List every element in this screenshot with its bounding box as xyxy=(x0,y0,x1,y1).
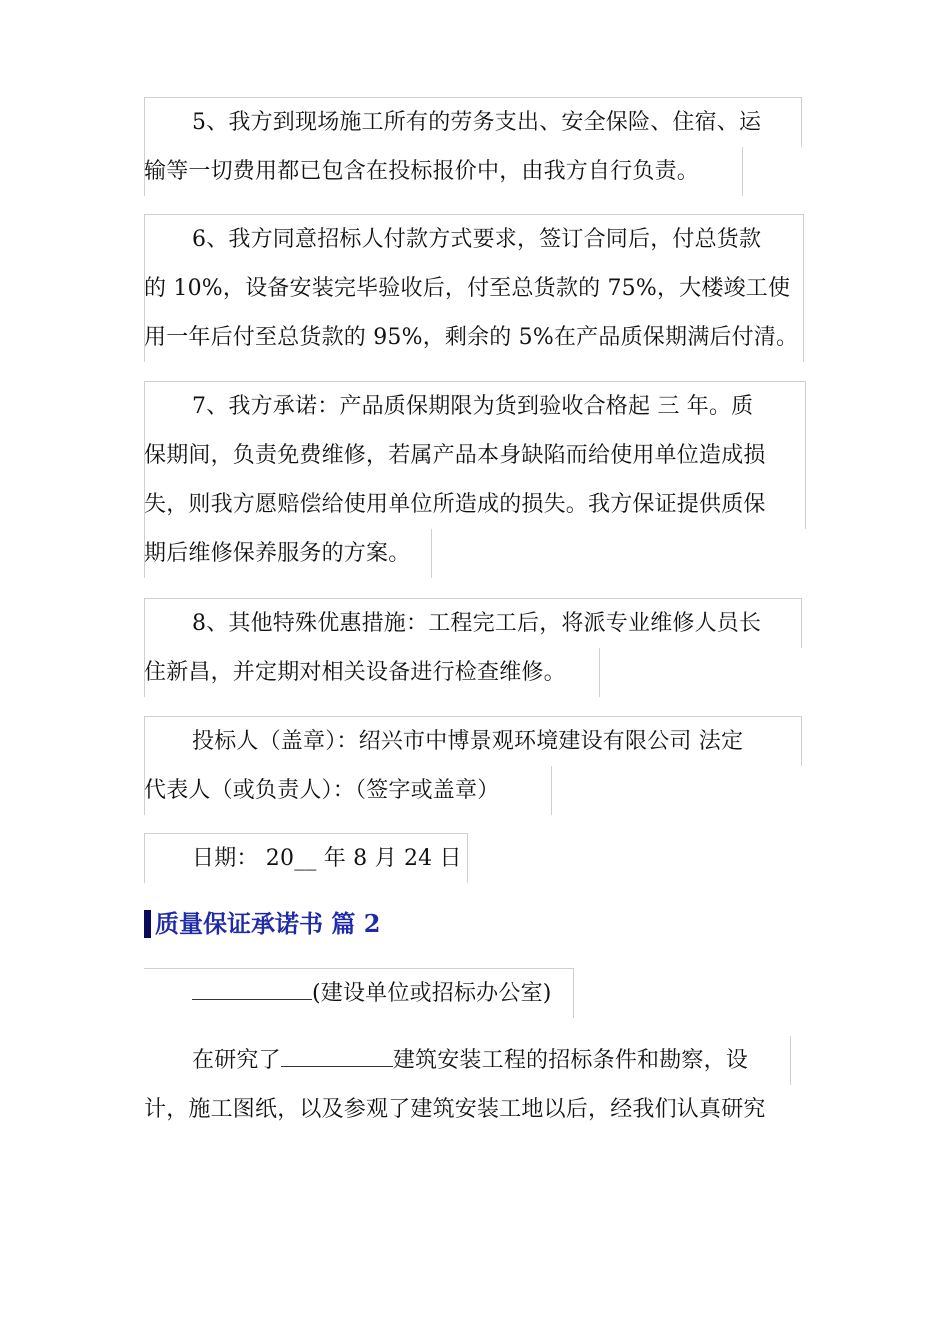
blank-field xyxy=(281,1050,393,1067)
date-line: 日期： 20__ 年 8 月 24 日 xyxy=(192,846,462,871)
section2-paragraph xyxy=(144,1036,812,1134)
text-line: 输等一切费用都已包含在投标报价中，由我方自行负责。 xyxy=(144,159,700,184)
paragraph-item-6 xyxy=(144,214,804,362)
addressee-text: (建设单位或招标办公室) xyxy=(312,981,552,1006)
text-line: 保期间，负责免费维修，若属产品本身缺陷而给使用单位造成损 xyxy=(144,443,766,468)
text-line: 7、我方承诺：产品质保期限为货到验收合格起 三 年。质 xyxy=(192,394,754,419)
text-line: 期后维修保养服务的方案。 xyxy=(144,541,411,566)
text-line: 计，施工图纸，以及参观了建筑安装工地以后，经我们认真研究 xyxy=(144,1097,766,1122)
text-line: 用一年后付至总货款的 95%，剩余的 5%在产品质保期满后付清。 xyxy=(144,325,799,350)
heading-marker xyxy=(144,910,151,938)
box-border-end xyxy=(551,766,552,815)
text-line: 投标人（盖章）：绍兴市中博景观环境建设有限公司 法定 xyxy=(192,729,744,754)
text-line: 失，则我方愿赔偿给使用单位所造成的损失。我方保证提供质保 xyxy=(144,492,766,517)
text-line: 代表人（或负责人）：（签字或盖章） xyxy=(144,778,500,803)
date-block xyxy=(144,833,468,883)
box-border-end xyxy=(599,648,600,697)
paragraph-item-7 xyxy=(144,381,806,578)
para-prefix: 在研究了 xyxy=(192,1048,281,1073)
text-line: 5、我方到现场施工所有的劳务支出、安全保险、住宿、运 xyxy=(192,110,762,135)
blank-field xyxy=(192,983,312,1000)
paragraph-item-5 xyxy=(144,97,802,196)
heading-text: 质量保证承诺书 篇 2 xyxy=(155,909,381,938)
para-suffix: 建筑安装工程的招标条件和勘察，设 xyxy=(392,1048,749,1073)
text-line: 6、我方同意招标人付款方式要求，签订合同后，付总货款 xyxy=(192,227,762,252)
section-heading xyxy=(144,902,380,946)
text-line: 8、其他特殊优惠措施：工程完工后，将派专业维修人员长 xyxy=(192,611,762,636)
signature-block xyxy=(144,716,802,815)
addressee-line xyxy=(144,969,574,1018)
box-border-end xyxy=(742,147,743,196)
text-line xyxy=(144,1036,812,1085)
text-line: 的 10%，设备安装完毕验收后，付至总货款的 75%，大楼竣工使 xyxy=(144,276,791,301)
paragraph-item-8 xyxy=(144,598,802,697)
text-line: 住新昌，并定期对相关设备进行检查维修。 xyxy=(144,660,566,685)
addressee-block xyxy=(144,968,574,1018)
box-border-end xyxy=(431,529,432,578)
